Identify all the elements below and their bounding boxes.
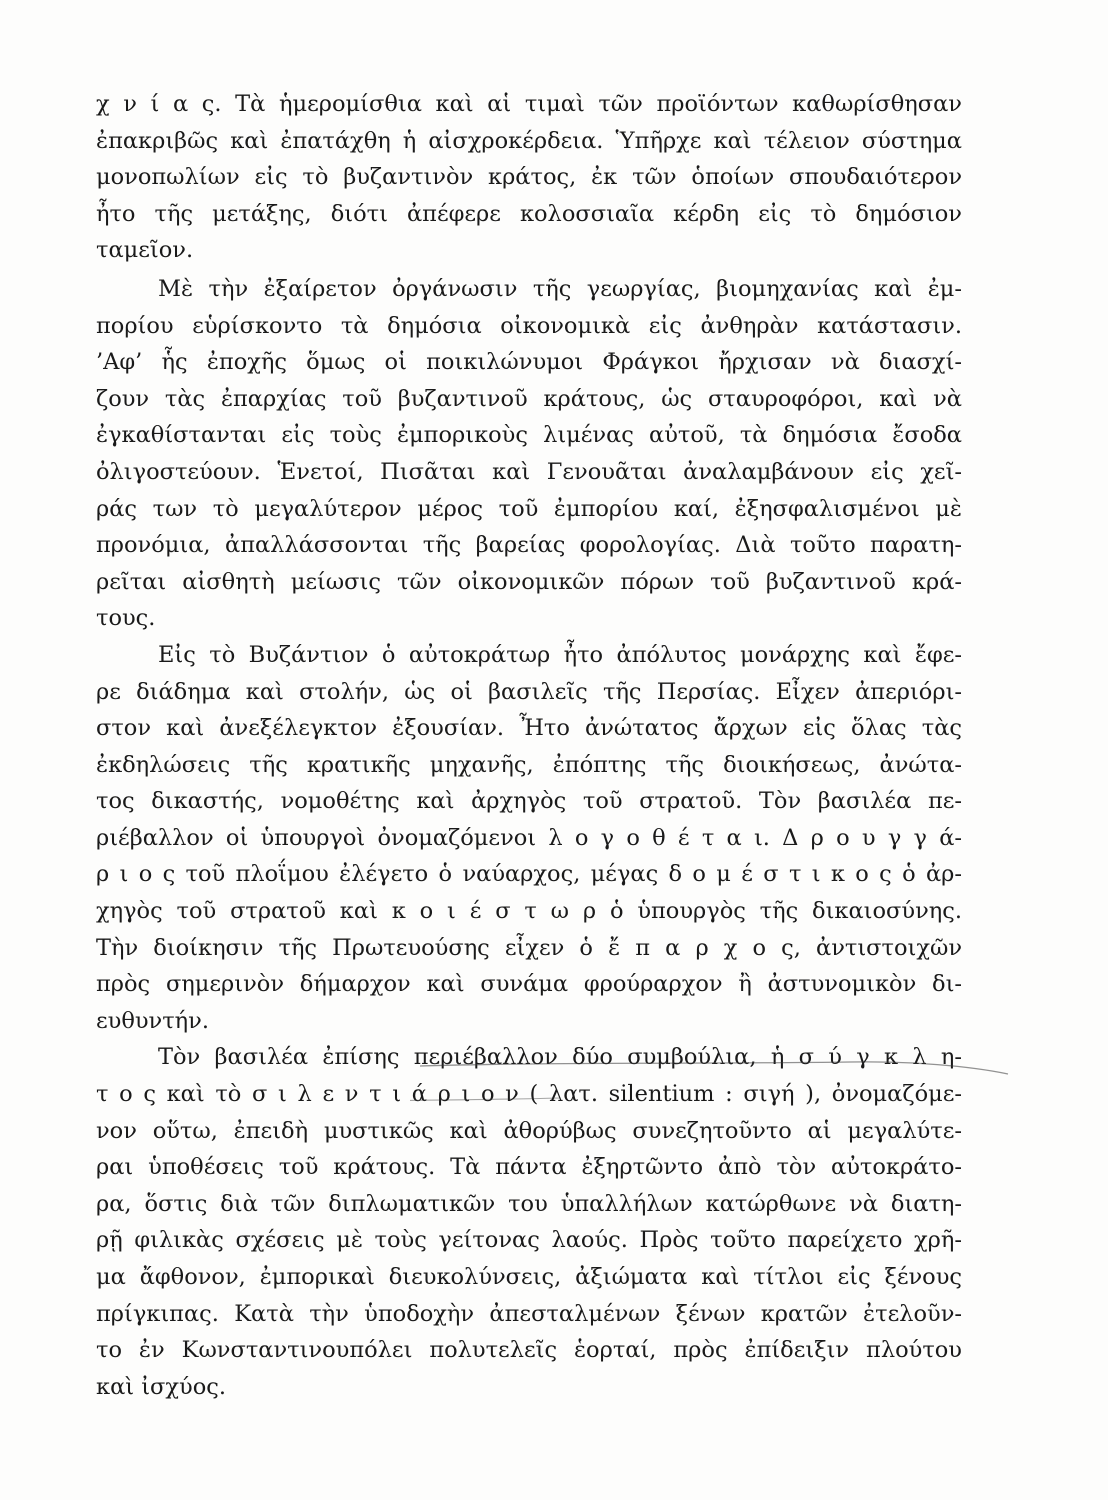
text-line: τους.	[96, 605, 156, 632]
text-line: ρα, ὅστις διὰ τῶν διπλωματικῶν του ὑπαλλήλων κατώρθωνε νὰ διατη-	[96, 1190, 962, 1217]
paragraph-4	[96, 1039, 962, 1405]
text-line: Τὸν βασιλέα ἐπίσης περιέβαλλον δύο συμβούλια, ἡ σ ύ γ κ λ η-	[158, 1044, 962, 1071]
text-line: ἐκδηλώσεις τῆς κρατικῆς μηχανῆς, ἐπόπτης τῆς διοικήσεως, ἀνώτα-	[96, 751, 962, 778]
paragraph-2	[96, 271, 962, 637]
text-line: ὀλιγοστεύουν. Ἑνετοί, Πισᾶται καὶ Γενουᾶται ἀναλαμβάνουν εἰς χεῖ-	[96, 458, 962, 485]
body-text	[96, 86, 962, 1405]
text-line: ράς των τὸ μεγαλύτερον μέρος τοῦ ἐμπορίου καί, ἐξησφαλισμένοι μὲ	[96, 495, 962, 522]
text-line: ρεῖται αἰσθητὴ μείωσις τῶν οἰκονομικῶν πόρων τοῦ βυζαντινοῦ κρά-	[96, 568, 962, 595]
text-line: το ἐν Κωνσταντινουπόλει πολυτελεῖς ἑορταί, πρὸς ἐπίδειξιν πλούτου	[96, 1337, 962, 1364]
text-line: ρ ι ο ς τοῦ πλοΐμου ἐλέγετο ὁ ναύαρχος, μέγας δ ο μ έ σ τ ι κ ο ς ὁ ἀρ-	[96, 861, 962, 888]
text-line: τ ο ς καὶ τὸ σ ι λ ε ν τ ι ά ρ ι ο ν ( λατ. silentium : σιγή ), ὀνομαζόμε-	[96, 1081, 962, 1108]
text-line: πρὸς σημερινὸν δήμαρχον καὶ συνάμα φρούραρχον ἢ ἀστυνομικὸν δι-	[96, 971, 962, 998]
text-line: ζουν τὰς ἐπαρχίας τοῦ βυζαντινοῦ κράτους, ὡς σταυροφόροι, καὶ νὰ	[96, 385, 962, 412]
text-line: Εἰς τὸ Βυζάντιον ὁ αὐτοκράτωρ ἦτο ἀπόλυτος μονάρχης καὶ ἔφε-	[158, 641, 962, 668]
text-line: ραι ὑποθέσεις τοῦ κράτους. Τὰ πάντα ἐξηρτῶντο ἀπὸ τὸν αὐτοκράτο-	[96, 1154, 962, 1181]
text-line: πορίου εὑρίσκοντο τὰ δημόσια οἰκονομικὰ εἰς ἀνθηρὰν κατάστασιν.	[96, 312, 962, 339]
text-line: ριέβαλλον οἱ ὑπουργοὶ ὀνομαζόμενοι λ ο γ ο θ έ τ α ι. Δ ρ ο υ γ γ ά-	[96, 824, 962, 851]
text-line: χηγὸς τοῦ στρατοῦ καὶ κ ο ι έ σ τ ω ρ ὁ ὑπουργὸς τῆς δικαιοσύνης.	[96, 898, 962, 925]
text-line: ρε διάδημα καὶ στολήν, ὡς οἱ βασιλεῖς τῆς Περσίας. Εἶχεν ἀπεριόρι-	[96, 678, 962, 705]
text-line: Μὲ τὴν ἐξαίρετον ὀργάνωσιν τῆς γεωργίας, βιομηχανίας καὶ ἐμ-	[158, 275, 962, 302]
text-line: ρῇ φιλικὰς σχέσεις μὲ τοὺς γείτονας λαούς. Πρὸς τοῦτο παρείχετο χρῆ-	[96, 1227, 962, 1254]
text-line: μονοπωλίων εἰς τὸ βυζαντινὸν κράτος, ἐκ τῶν ὁποίων σπουδαιότερον	[96, 164, 962, 191]
text-line: καὶ ἰσχύος.	[96, 1373, 227, 1400]
text-line: χ ν ί α ς. Τὰ ἡμερομίσθια καὶ αἱ τιμαὶ τῶν προϊόντων καθωρίσθησαν	[96, 91, 962, 117]
text-line: ἐγκαθίστανται εἰς τοὺς ἐμπορικοὺς λιμένας αὐτοῦ, τὰ δημόσια ἔσοδα	[96, 422, 962, 449]
text-line: στον καὶ ἀνεξέλεγκτον ἐξουσίαν. Ἦτο ἀνώτατος ἄρχων εἰς ὅλας τὰς	[96, 715, 962, 742]
text-line: νον οὕτω, ἐπειδὴ μυστικῶς καὶ ἀθορύβως συνεζητοῦντο αἱ μεγαλύτε-	[96, 1117, 962, 1144]
text-line: ἦτο τῆς μετάξης, διότι ἀπέφερε κολοσσιαῖα κέρδη εἰς τὸ δημόσιον	[96, 200, 962, 227]
text-line: Τὴν διοίκησιν τῆς Πρωτευούσης εἶχεν ὁ ἔ π α ρ χ ο ς, ἀντιστοιχῶν	[96, 934, 962, 961]
paragraph-3	[96, 637, 962, 1040]
text-line: τος δικαστής, νομοθέτης καὶ ἀρχηγὸς τοῦ στρατοῦ. Τὸν βασιλέα πε-	[96, 788, 962, 815]
text-line: ’Αφ’ ἧς ἐποχῆς ὅμως οἱ ποικιλώνυμοι Φράγκοι ἤρχισαν νὰ διασχί-	[96, 349, 962, 376]
text-line: ευθυντήν.	[96, 1007, 209, 1034]
text-line: ταμεῖον.	[96, 237, 194, 264]
text-line: πρίγκιπας. Κατὰ τὴν ὑποδοχὴν ἀπεσταλμένων ξένων κρατῶν ἐτελοῦν-	[96, 1300, 962, 1327]
paragraph-1	[96, 86, 962, 269]
text-line: προνόμια, ἀπαλλάσσονται τῆς βαρείας φορολογίας. Διὰ τοῦτο παρατη-	[96, 532, 962, 559]
text-line: μα ἄφθονον, ἐμπορικαὶ διευκολύνσεις, ἀξιώματα καὶ τίτλοι εἰς ξένους	[96, 1264, 962, 1290]
text-line: ἐπακριβῶς καὶ ἐπατάχθη ἡ αἰσχροκέρδεια. Ὑπῆρχε καὶ τέλειον σύστημα	[96, 127, 962, 154]
